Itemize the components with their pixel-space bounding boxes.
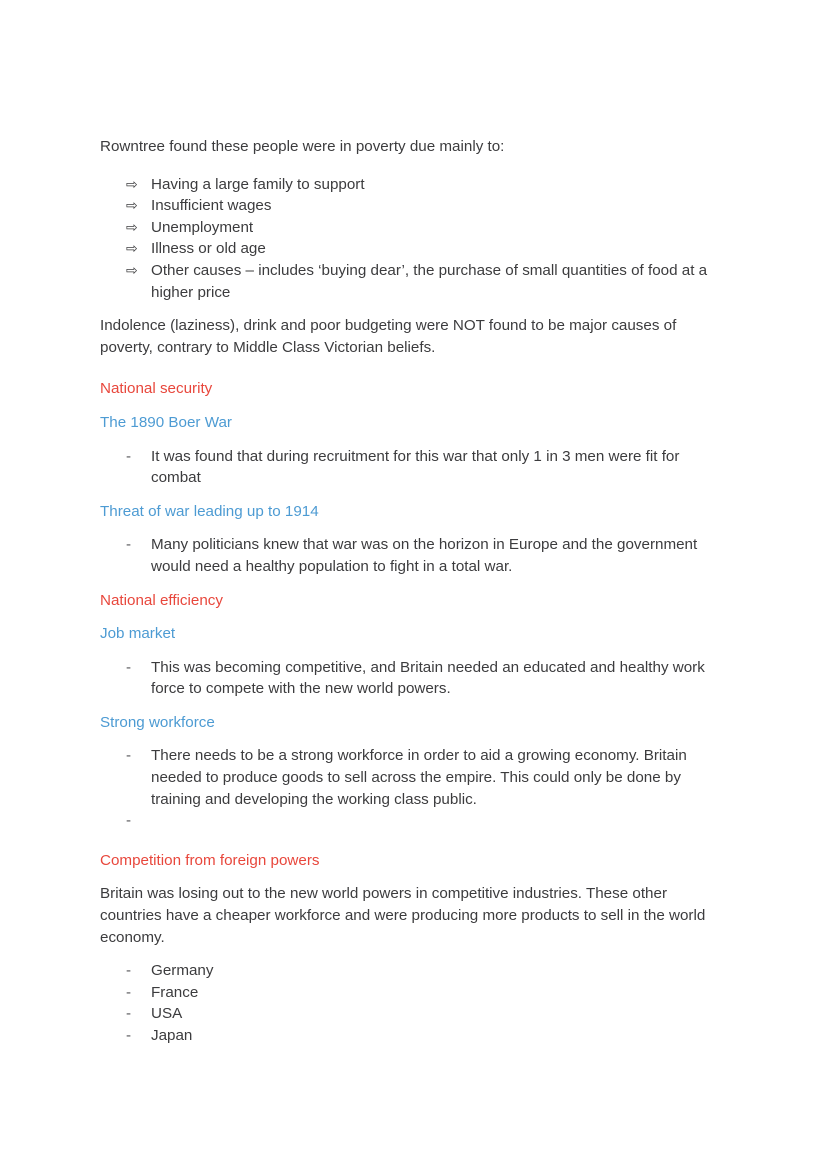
list-item xyxy=(100,174,720,196)
list-item-label: USA xyxy=(151,1005,183,1023)
section-heading-competition-foreign-powers: Competition from foreign powers xyxy=(100,851,320,869)
list-item xyxy=(100,217,720,239)
dash-bullet-icon: - xyxy=(126,658,132,676)
spacer xyxy=(100,489,720,501)
spacer xyxy=(100,522,720,534)
dash-bullet-icon: - xyxy=(126,983,132,1001)
document-body xyxy=(100,136,720,1047)
list-item xyxy=(100,1025,720,1047)
poverty-causes-list xyxy=(100,174,720,304)
spacer xyxy=(100,358,720,378)
list-item-label: Japan xyxy=(151,1027,193,1044)
spacer xyxy=(100,303,720,315)
list-item xyxy=(100,657,720,700)
spacer xyxy=(100,733,720,745)
list-item xyxy=(100,195,720,217)
spacer xyxy=(100,948,720,960)
subsection-heading-job-market: Job market xyxy=(100,625,176,643)
spacer xyxy=(100,645,720,657)
list-item-label: Unemployment xyxy=(151,218,254,236)
list-item-label: Many politicians knew that war was on the horizon in Europe and the government would need a healthy population to fight in a total war. xyxy=(151,536,698,575)
arrow-bullet-icon: ⇨ xyxy=(126,175,138,192)
list-item xyxy=(100,745,720,810)
list-item xyxy=(100,960,720,982)
list-item xyxy=(100,238,720,260)
list-item-label: Insufficient wages xyxy=(151,197,272,215)
strong-workforce-points-list xyxy=(100,745,720,831)
subsection-heading-threat-of-war: Threat of war leading up to 1914 xyxy=(100,502,319,520)
dash-bullet-icon: - xyxy=(126,1005,132,1023)
spacer xyxy=(100,611,720,623)
spacer xyxy=(100,700,720,712)
list-item-empty xyxy=(100,810,720,832)
dash-bullet-icon: - xyxy=(126,1027,132,1044)
spacer xyxy=(100,871,720,883)
list-item-label: Illness or old age xyxy=(151,240,266,258)
spacer xyxy=(100,158,720,174)
section-heading-national-security: National security xyxy=(100,380,213,398)
arrow-bullet-icon: ⇨ xyxy=(126,218,138,235)
list-item xyxy=(100,534,720,577)
dash-bullet-icon: - xyxy=(126,747,132,765)
dash-bullet-icon: - xyxy=(126,447,132,465)
competition-body-paragraph: Britain was losing out to the new world powers in competitive industries. These other countries have a cheaper workforce and were producing more products to sell in the world economy. xyxy=(100,885,706,946)
section-heading-national-efficiency: National efficiency xyxy=(100,591,223,609)
boer-war-points-list xyxy=(100,446,720,489)
job-market-points-list xyxy=(100,657,720,700)
intro-closing-paragraph: Indolence (laziness), drink and poor budgeting were NOT found to be major causes of poverty, contrary to Middle Class Victorian beliefs. xyxy=(100,317,677,356)
subsection-heading-strong-workforce: Strong workforce xyxy=(100,713,215,731)
list-item-label: It was found that during recruitment for this war that only 1 in 3 men were fit for combat xyxy=(151,447,680,487)
arrow-bullet-icon: ⇨ xyxy=(126,240,138,257)
spacer xyxy=(100,434,720,446)
intro-lead-paragraph: Rowntree found these people were in poverty due mainly to: xyxy=(100,138,505,155)
list-item xyxy=(100,1003,720,1025)
dash-bullet-icon: - xyxy=(126,812,132,830)
spacer xyxy=(100,400,720,412)
dash-bullet-icon: - xyxy=(126,962,132,980)
list-item-label: Other causes – includes ‘buying dear’, the purchase of small quantities of food at a higher price xyxy=(151,261,708,301)
subsection-heading-boer-war: The 1890 Boer War xyxy=(100,413,232,431)
list-item xyxy=(100,260,720,303)
spacer xyxy=(100,832,720,850)
list-item-label: There needs to be a strong workforce in order to aid a growing economy. Britain needed to produce goods to sell across the empire. This could only be done by training and developing the working class public. xyxy=(151,747,687,808)
list-item-label: This was becoming competitive, and Britain needed an educated and healthy work force to compete with the new world powers. xyxy=(151,658,705,698)
list-item-label: Having a large family to support xyxy=(151,175,365,193)
list-item xyxy=(100,982,720,1004)
list-item-label: Germany xyxy=(151,962,214,980)
list-item xyxy=(100,446,720,489)
dash-bullet-icon: - xyxy=(126,536,132,554)
threat-of-war-points-list xyxy=(100,534,720,577)
spacer xyxy=(100,578,720,590)
arrow-bullet-icon: ⇨ xyxy=(126,197,138,214)
list-item-label: France xyxy=(151,983,199,1001)
foreign-powers-list xyxy=(100,960,720,1046)
arrow-bullet-icon: ⇨ xyxy=(126,261,138,278)
